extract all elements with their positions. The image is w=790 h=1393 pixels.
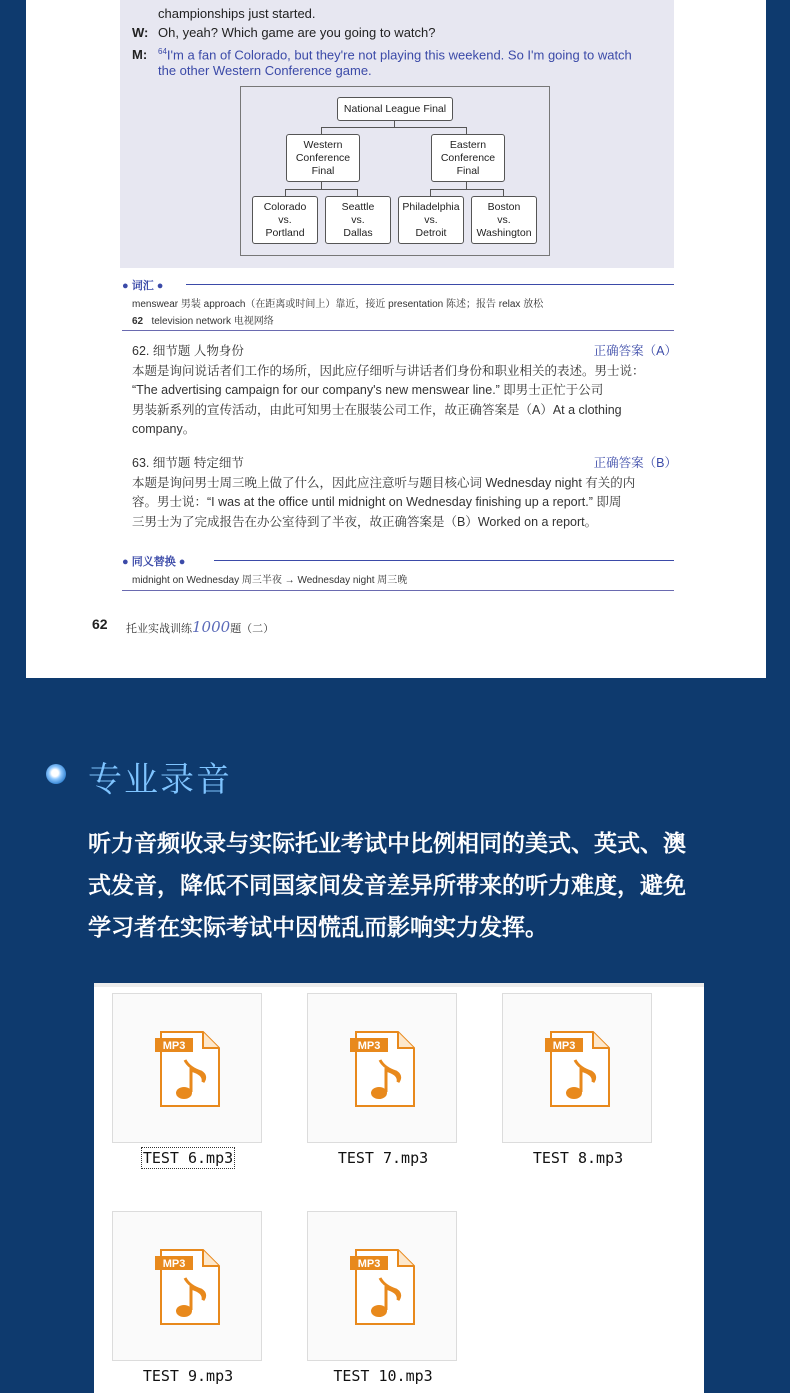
q63-title: 63. 细节题 特定细节 (132, 456, 244, 470)
question-ref: 64 (158, 47, 167, 56)
file-thumbnail[interactable] (307, 993, 457, 1143)
book-page (26, 0, 766, 678)
vocab-line2 (132, 312, 274, 327)
file-thumbnail[interactable] (112, 993, 262, 1143)
vocab-num: 62 (132, 316, 144, 327)
node-game-4 (471, 196, 537, 244)
bracket-diagram (240, 86, 550, 256)
feature-line: 听力音频收录与实际托业考试中比例相同的美式、英式、澳 (88, 830, 686, 856)
node-text: Dallas (343, 226, 373, 239)
book-title-num: 1000 (192, 618, 231, 636)
svg-text:MP3: MP3 (552, 1040, 576, 1052)
file-thumbnail[interactable] (502, 993, 652, 1143)
node-text: Eastern (449, 138, 487, 151)
synonym-rule (214, 560, 674, 561)
node-text: Philadelphia (402, 200, 460, 213)
mp3-file-icon (350, 1030, 418, 1108)
svg-text:MP3: MP3 (162, 1040, 186, 1052)
node-text: Conference (295, 151, 351, 164)
divider (122, 590, 674, 591)
file-name[interactable]: TEST 8.mp3 (532, 1149, 624, 1167)
synonym-heading: ● 同义替换 ● (122, 556, 186, 568)
q62-block (132, 342, 677, 440)
vocab-heading: ● 词汇 ● (122, 280, 164, 292)
node-text: Conference (440, 151, 496, 164)
svg-text:MP3: MP3 (357, 1258, 381, 1270)
node-text: Final (456, 164, 480, 177)
dialog-w-text: Oh, yeah? Which game are you going to watch? (158, 25, 436, 40)
node-text: Colorado (263, 200, 307, 213)
divider (122, 330, 674, 331)
node-game-1 (252, 196, 318, 244)
dialog-line (132, 4, 316, 23)
feature-line: 学习者在实际考试中因慌乱而影响实力发挥。 (88, 914, 548, 940)
node-text: Seattle (341, 200, 375, 213)
node-text: Western (303, 138, 343, 151)
node-text: vs. (424, 213, 438, 226)
node-game-3 (398, 196, 464, 244)
node-text: vs. (497, 213, 511, 226)
file-name[interactable] (112, 1149, 264, 1167)
vocab-rule (186, 284, 674, 285)
node-final: National League Final (337, 97, 453, 121)
node-text: Detroit (415, 226, 447, 239)
speaker-w: W: (132, 25, 149, 40)
file-thumbnail[interactable] (112, 1211, 262, 1361)
q63-block (132, 454, 677, 532)
node-game-2 (325, 196, 391, 244)
vocab-title: 词汇 (131, 280, 154, 292)
q62-line: 本题是询问说话者们工作的场所，因此应仔细听与讲话者们身份和职业相关的表述。男士说： (132, 363, 645, 378)
vocab-line2-text: television network 电视网络 (151, 316, 274, 327)
node-eastern (431, 134, 505, 182)
dialog-w-line (132, 23, 436, 42)
book-title-pre: 托业实战训练 (126, 623, 192, 635)
node-text: vs. (351, 213, 365, 226)
dialog-m-text1: I'm a fan of Colorado, but they're not playing this weekend. So I'm going to watch (166, 47, 632, 63)
bullet-icon (46, 764, 66, 784)
node-text: Washington (476, 226, 532, 239)
node-western (286, 134, 360, 182)
mp3-file-icon (155, 1248, 223, 1326)
q63-answer: 正确答案（B） (593, 456, 677, 470)
q62-answer: 正确答案（A） (593, 344, 677, 358)
vocab-line1: menswear 男装 approach（在距离或时间上）靠近，接近 presentation 陈述；报告 relax 放松 (132, 299, 544, 310)
mp3-file-icon (350, 1248, 418, 1326)
feature-title: 专业录音 (88, 761, 232, 799)
node-text: Final (311, 164, 335, 177)
book-title (126, 618, 274, 636)
node-text: vs. (278, 213, 292, 226)
q63-line: 本题是询问男士周三晚上做了什么，因此应注意听与题目核心词 Wednesday night 有关的内 (132, 475, 636, 490)
dialog-m-line2: the other Western Conference game. (158, 63, 372, 78)
file-name[interactable]: TEST 10.mp3 (333, 1367, 433, 1385)
feature-description (88, 822, 728, 948)
q63-line: 三男士为了完成报告在办公室待到了半夜，故正确答案是（B）Worked on a report。 (132, 514, 598, 529)
synonym-title: 同义替换 (131, 556, 176, 568)
synonym-line: midnight on Wednesday 周三半夜 → Wednesday night 周三晚 (132, 575, 408, 586)
node-text: Portland (265, 226, 305, 239)
file-name[interactable]: TEST 7.mp3 (337, 1149, 429, 1167)
file-name[interactable]: TEST 9.mp3 (142, 1367, 234, 1385)
svg-text:MP3: MP3 (162, 1258, 186, 1270)
file-thumbnail[interactable] (307, 1211, 457, 1361)
feature-line: 式发音，降低不同国家间发音差异所带来的听力难度，避免 (88, 872, 686, 898)
q62-title: 62. 细节题 人物身份 (132, 344, 244, 358)
file-name-text: TEST 6.mp3 (142, 1149, 234, 1167)
mp3-file-icon (155, 1030, 223, 1108)
q62-line: “The advertising campaign for our company's new menswear line.” 即男士正忙于公司 (132, 383, 604, 397)
speaker-m: M: (132, 47, 148, 63)
page-number: 62 (92, 616, 108, 632)
dialog-line0: championships just started. (158, 6, 316, 21)
window-edge (94, 983, 704, 987)
book-title-post: 题（二） (230, 623, 275, 635)
q62-line: 男装新系列的宣传活动，由此可知男士在服装公司工作，故正确答案是（A）At a clothing (132, 402, 622, 417)
file-explorer (94, 983, 704, 1393)
q63-line: 容。男士说：“I was at the office until midnight on Wednesday finishing up a report.” 即周 (132, 495, 622, 509)
q62-line: company。 (132, 422, 196, 436)
node-text: Boston (487, 200, 521, 213)
svg-text:MP3: MP3 (357, 1040, 381, 1052)
mp3-file-icon (545, 1030, 613, 1108)
